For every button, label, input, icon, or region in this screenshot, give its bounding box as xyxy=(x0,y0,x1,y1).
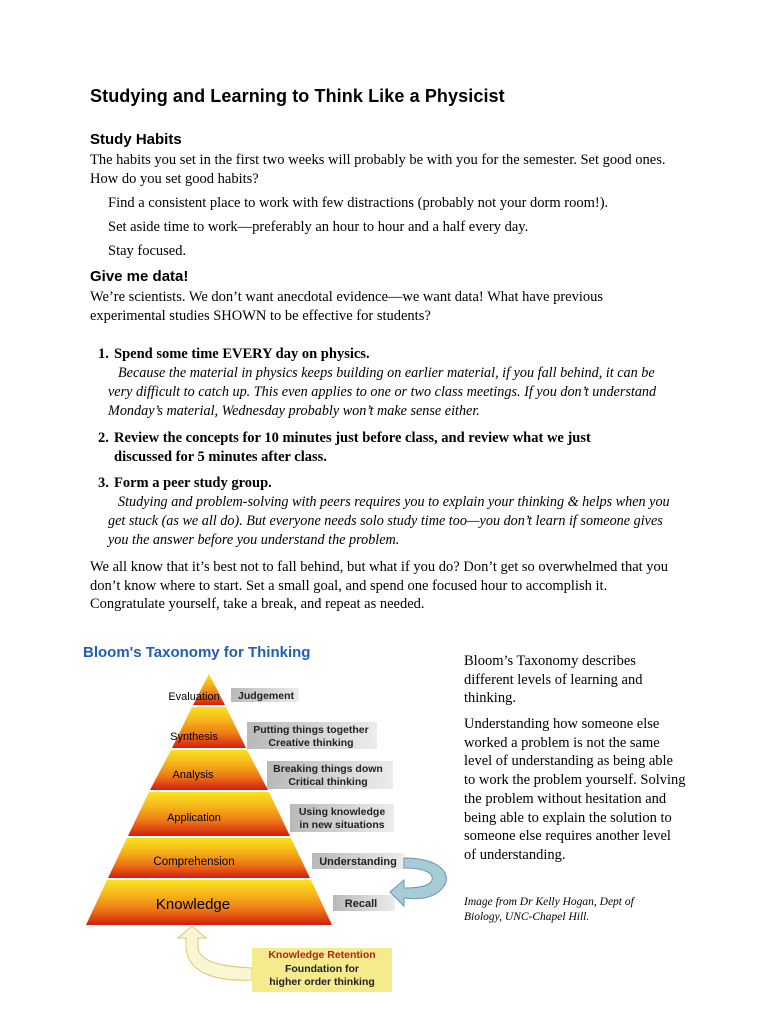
level-name: Synthesis xyxy=(170,731,218,743)
item-number: 1. xyxy=(98,346,109,362)
give-data-heading: Give me data! xyxy=(90,268,189,285)
page-title: Studying and Learning to Think Like a Physicist xyxy=(90,86,505,106)
level-name: Comprehension xyxy=(153,856,235,868)
habit-item: Find a consistent place to work with few distractions (probably not your dorm room!). xyxy=(108,195,609,211)
figure-title: Bloom's Taxonomy for Thinking xyxy=(83,644,311,661)
level-description: in new situations xyxy=(299,819,385,831)
item-title: Review the concepts for 10 minutes just before class, and review what we just xyxy=(114,430,591,446)
retention-subtitle: Foundation for xyxy=(284,963,360,975)
numbered-item-title xyxy=(98,345,668,364)
level-name: Knowledge xyxy=(155,896,231,913)
habit-item: Set aside time to work—preferably an hour to hour and a half every day. xyxy=(108,219,529,235)
level-description: Recall xyxy=(344,898,378,910)
numbered-item-title xyxy=(98,429,668,466)
level-name: Application xyxy=(167,812,221,824)
pyramid xyxy=(86,674,332,925)
study-habits-heading: Study Habits xyxy=(90,131,182,148)
bloom-explanation: Understanding how someone else worked a problem is not the same level of understanding as being able to work the problem yourself. Solving the problem without hesitation and being able to explain the solution to someone else requires another level of understanding. xyxy=(464,716,686,863)
numbered-item-title xyxy=(98,474,668,493)
image-credit: Image from Dr Kelly Hogan, Dept of Biology, UNC-Chapel Hill. xyxy=(464,896,634,923)
item-number: 2. xyxy=(98,430,109,446)
level-description: Judgement xyxy=(237,690,295,702)
level-description: Creative thinking xyxy=(268,737,354,749)
item-title: Form a peer study group. xyxy=(114,475,272,491)
item-number: 3. xyxy=(98,475,109,491)
bloom-description: Bloom’s Taxonomy describes different levels of learning and thinking. xyxy=(464,653,643,707)
habit-item: Stay focused. xyxy=(108,243,187,259)
study-habits-intro: The habits you set in the first two weeks will probably be with you for the semester. Set good ones. How do you set good habits? xyxy=(90,152,666,187)
give-data-intro: We’re scientists. We don’t want anecdotal evidence—we want data! What have previous experimental studies SHOWN to be effective for students? xyxy=(90,289,604,324)
retention-arrow-icon xyxy=(178,926,252,980)
level-description: Breaking things down xyxy=(273,763,383,775)
level-name: Analysis xyxy=(172,769,214,781)
retention-title: Knowledge Retention xyxy=(268,949,376,961)
level-description: Critical thinking xyxy=(288,776,368,788)
closing-paragraph: We all know that it’s best not to fall behind, but what if you do? Don’t get so overwhelmed that you don’t know where to start. Set a small goal, and spend one focused hour to accomplish it. Congratulate yourself, take a break, and repeat as needed. xyxy=(90,559,669,612)
numbered-item-detail: Because the material in physics keeps building on earlier material, if you fall behind, it can be very difficult to catch up. This even applies to one or two class meetings. If you don’t understand Monday’s material, Wednesday probably won’t make sense either. xyxy=(108,365,657,419)
retention-subtitle: higher order thinking xyxy=(269,976,375,988)
level-name: Evaluation xyxy=(168,691,220,703)
numbered-item-detail: Studying and problem-solving with peers requires you to explain your thinking & helps when you get stuck (as we all do). But everyone needs solo study time too—you don’t learn if someone gives you the answer before you understand the problem. xyxy=(108,494,670,548)
level-description: Putting things together xyxy=(253,724,369,736)
item-title-continued: discussed for 5 minutes after class. xyxy=(114,448,327,465)
blooms-taxonomy-figure xyxy=(0,630,460,1024)
level-description: Understanding xyxy=(319,856,397,868)
item-title: Spend some time EVERY day on physics. xyxy=(114,346,370,362)
level-description: Using knowledge xyxy=(298,806,386,818)
